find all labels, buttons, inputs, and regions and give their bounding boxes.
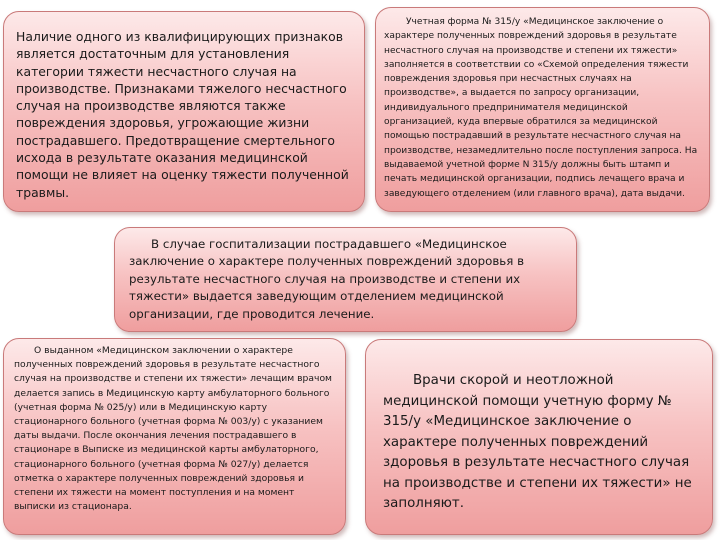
criteria-text: Наличие одного из квалифицирующих признаков является достаточным для установления категории тяжести несчастного случая на производстве. Признаками тяжелого несчастного случая на производстве являются также повреждения здоровья, угрожающие жизни пострадавшего. Предотвращение смертельного исхода в результате оказания медицинской помощи не влияет на оценку тяжести полученной травмы. <box>16 29 349 200</box>
form-315-text-box <box>375 7 710 212</box>
discharge-record-text: О выданном «Медицинском заключении о характере полученных повреждений здоровья в результате несчастного случая на производстве и степени их тяжести» лечащим врачом делается запись в Медицинскую карту амбулаторного больного (учетная форма № 025/у) или в Медицинскую карту стационарного больного (учетная форма № 003/у) с указанием даты выдачи. После окончания лечения пострадавшего в стационаре в Выписке из медицинской карты амбулаторного, стационарного больного (учетная форма № 027/у) делается отметка о характере полученных повреждений здоровья и степени их тяжести на момент поступления и на момент выписки из стационара. <box>14 345 332 513</box>
discharge-record-text-box <box>3 338 346 535</box>
hospitalization-text: В случае госпитализации пострадавшего «Медицинское заключение о характере полученных повреждений здоровья в результате несчастного случая на производстве и степени их тяжести» выдается заведующим отделением медицинской организации, где проводится лечение. <box>129 237 525 321</box>
emergency-doctors-text-box <box>365 339 713 535</box>
form-315-text: Учетная форма № 315/у «Медицинское заключение о характере полученных повреждений здоровья в результате несчастного случая на производстве и степени их тяжести» заполняется в соответствии со «Схемой определения тяжести повреждения здоровья при несчастных случаях на производстве», а выдается по запросу организации, индивидуального предпринимателя медицинской организацией, куда впервые обратился за медицинской помощью пострадавший в результате несчастного случая на производстве, незамедлительно после поступления запроса. На выдаваемой учетной форме N 315/у должны быть штамп и печать медицинской организации, подпись лечащего врача и заведующего отделением (или главного врача), дата выдачи. <box>384 17 698 199</box>
hospitalization-text-box <box>114 227 577 332</box>
emergency-doctors-text: Врачи скорой и неотложной медицинской помощи учетную форму № 315/у «Медицинское заключение о характере полученных повреждений здоровья в результате несчастного случая на производстве и степени их тяжести» не заполняют. <box>383 373 692 511</box>
criteria-text-box <box>3 11 365 212</box>
